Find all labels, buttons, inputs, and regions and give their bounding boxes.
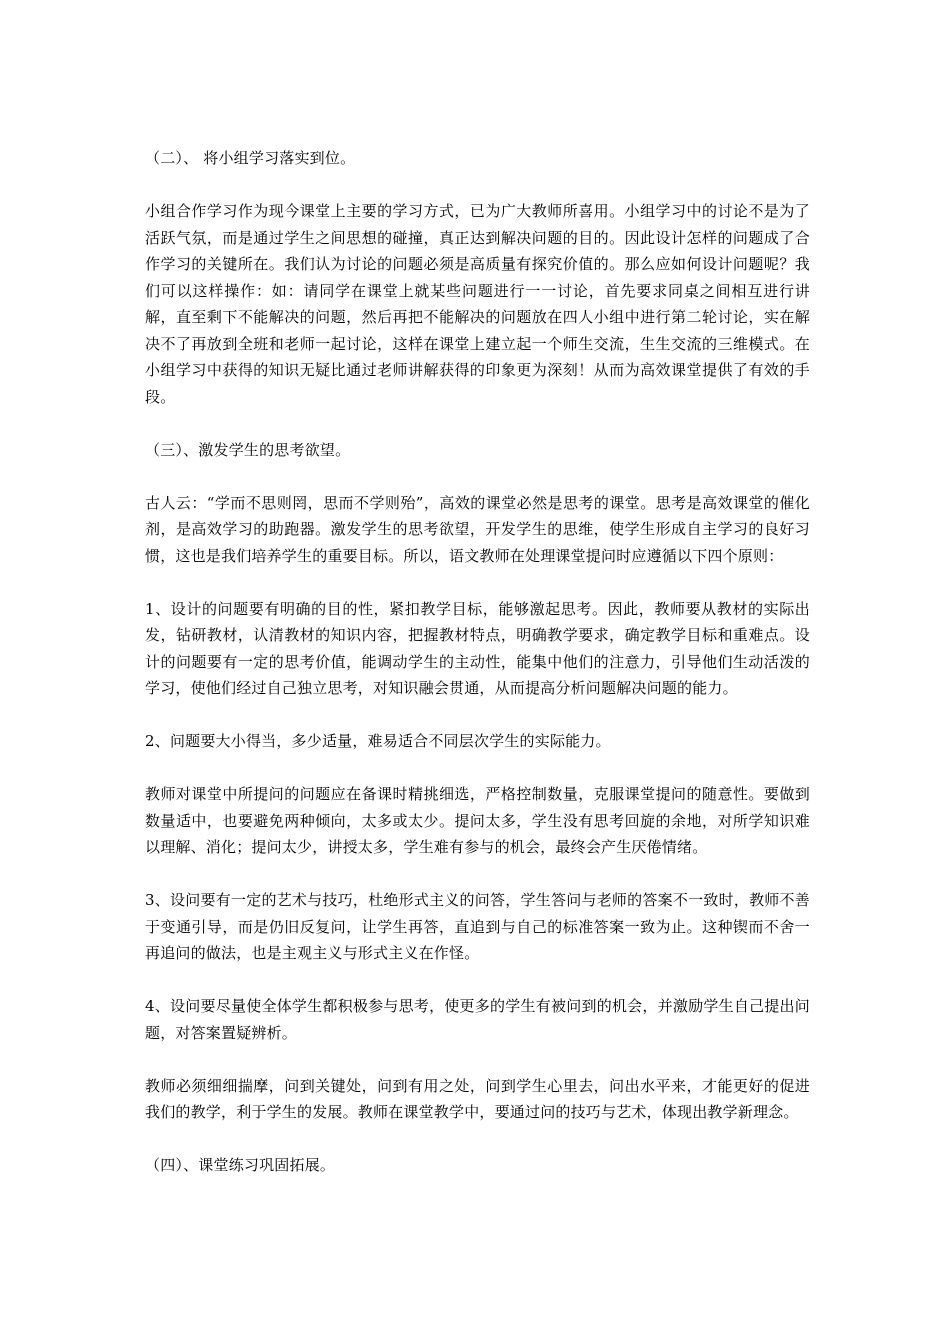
principle-1: 1、设计的问题要有明确的目的性，紧扣教学目标，能够激起思考。因此，教师要从教材的实际出发，钻研教材，认清教材的知识内容，把握教材特点，明确教学要求，确定教学目标和重难点。设计的问题要有一定的思考价值，能调动学生的主动性，能集中他们的注意力，引导他们生动活泼的学习，使他们经过自己独立思考，对知识融会贯通，从而提高分析问题解决问题的能力。 — [145, 599, 810, 697]
section-3-conclusion: 教师必须细细揣摩，问到关键处，问到有用之处，问到学生心里去，问出水平来，才能更好的促进我们的教学，利于学生的发展。教师在课堂教学中，要通过问的技巧与艺术，体现出教学新理念。 — [145, 1076, 810, 1121]
section-4-heading: （四）、课堂练习巩固拓展。 — [145, 1156, 336, 1174]
principle-2: 2、问题要大小得当，多少适量，难易适合不同层次学生的实际能力。 — [145, 732, 611, 750]
section-3-heading: （三）、激发学生的思考欲望。 — [145, 440, 351, 459]
spacer — [145, 569, 810, 596]
spacer — [145, 463, 810, 490]
spacer — [145, 861, 810, 888]
spacer — [145, 755, 810, 782]
spacer — [145, 1126, 810, 1153]
spacer — [145, 967, 810, 994]
section-2-paragraph: 小组合作学习作为现今课堂上主要的学习方式，已为广大教师所喜用。小组学习中的讨论不是为了活跃气氛，而是通过学生之间思想的碰撞，真正达到解决问题的目的。因此设计怎样的问题成了合作学习的关键所在。我们认为讨论的问题必须是高质量有探究价值的。那么应如何设计问题呢？我们可以这样操作：如：请同学在课堂上就某些问题进行一一讨论，首先要求同桌之间相互进行讲解，直至剩下不能解决的问题，然后再把不能解决的问题放在四人小组中进行第二轮讨论，实在解决不了再放到全班和老师一起讨论，这样在课堂上建立起一个师生交流，生生交流的三维模式。在小组学习中获得的知识无疑比通过老师讲解获得的印象更为深刻！从而为高效课堂提供了有效的手段。 — [145, 202, 810, 406]
spacer — [145, 410, 810, 437]
spacer — [145, 1046, 810, 1073]
section-3-intro: 古人云：“学而不思则罔，思而不学则殆”，高效的课堂必然是思考的课堂。思考是高效课堂的催化剂，是高效学习的助跑器。激发学生的思考欲望，开发学生的思维，使学生形成自主学习的良好习惯，这也是我们培养学生的重要目标。所以，语文教师在处理课堂提问时应遵循以下四个原则： — [145, 493, 810, 565]
principle-4: 4、设问要尽量使全体学生都积极参与思考，使更多的学生有被问到的机会，并激励学生自己提出问题，对答案置疑辨析。 — [145, 997, 810, 1042]
principle-3: 3、设问要有一定的艺术与技巧，杜绝形式主义的问答，学生答问与老师的答案不一致时，教师不善于变通引导，而是仍旧反复问，让学生再答，直追到与自己的标准答案一致为止。这种锲而不舍一再追问的做法，也是主观主义与形式主义在作怪。 — [145, 891, 810, 962]
section-2-heading: （二）、 将小组学习落实到位。 — [145, 149, 356, 167]
spacer — [145, 702, 810, 729]
spacer — [145, 172, 810, 199]
principle-2-detail: 教师对课堂中所提问的问题应在备课时精挑细选，严格控制数量，克服课堂提问的随意性。要做到数量适中，也要避免两种倾向，太多或太少。提问太多，学生没有思考回旋的余地，对所学知识难以理解、消化；提问太少，讲授太多，学生难有参与的机会，最终会产生厌倦情绪。 — [145, 785, 810, 856]
document-page — [145, 145, 810, 1179]
